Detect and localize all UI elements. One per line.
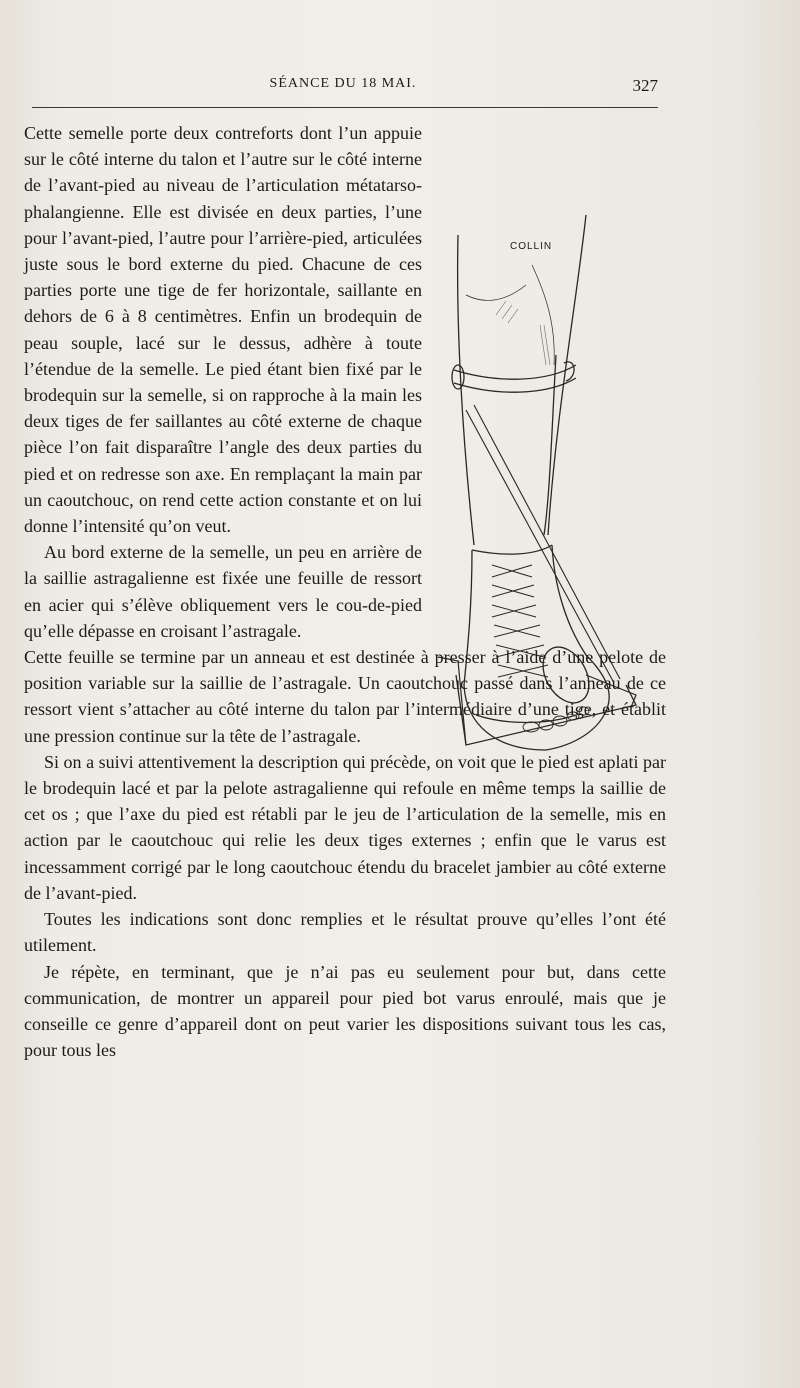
header-rule [32,107,658,108]
paragraph-2-continued: Cette feuille se termine par un anneau et est destinée à presser à l’aide d’une pelote de position variable sur la saillie de l’astragale. Un caoutchouc passé dans l’anneau de ce ressort vient s’attacher au côté interne du talon par l’intermédiaire d’une tige, et établit une pression continue sur la tête de l’astragale. [24,647,666,746]
paragraph-4: Toutes les indications sont donc remplies et le résultat prouve qu’elles l’ont été utilement. [24,909,666,956]
paragraph-5: Je répète, en terminant, que je n’ai pas eu seulement pour but, dans cette communication, de montrer un appareil pour pied bot varus enroulé, mais que je conseille ce genre d’appareil dont on peut varier les dispositions suivant tous les cas, pour tous les [24,961,666,1061]
paragraph-3: Si on a suivi attentivement la description qui précède, on voit que le pied est aplati par le brodequin lacé et par la pelote astragalienne qui refoule en même temps la saillie de cet os ; que l’axe du pied est rétabli par le jeu de l’articulation de la semelle, mis en action par le caoutchouc qui relie les deux tiges externes ; enfin que le varus est incessamment corrigé par le long caoutchouc étendu du bracelet jambier au côté externe de l’avant-pied. [24,751,666,903]
paragraph-1: Cette semelle porte deux contreforts dont l’un appuie sur le côté interne du talon et l’autre sur le côté interne de l’avant-pied au niveau de l’articulation métatarso-phalangienne. Elle est divisée en deux parties, l’une pour l’avant-pied, l’autre pour l’arrière-pied, articulées juste sous le bord externe du pied. Chacune de ces parties porte une tige de fer horizontale, saillante en dehors de 6 à 8 centimètres. Enfin un brodequin de peau souple, lacé sur le dessus, adhère à toute l’étendue de la semelle. Le pied étant bien fixé par le brodequin sur la semelle, si on rapproche à la main les deux tiges de fer saillantes au côté externe de chaque pièce l’on fait disparaître l’angle des deux parties du pied et on redresse son axe. En remplaçant la main par un caoutchouc, on rend cette action constante et on lui donne l’intensité qu’on veut. [24,123,422,537]
running-title: SÉANCE DU 18 MAI. [269,76,417,91]
figure-label: COLLIN [510,241,553,252]
page-number: 327 [632,76,658,95]
running-head [28,76,658,98]
body-text [24,120,666,1063]
paragraph-2-wrapped: Au bord externe de la semelle, un peu en arrière de la saillie astragalienne est fixée une feuille de ressort en acier qui s’élève obliquement vers le cou-de-pied qu’elle dépasse en croisant l’astragale. [24,542,422,641]
